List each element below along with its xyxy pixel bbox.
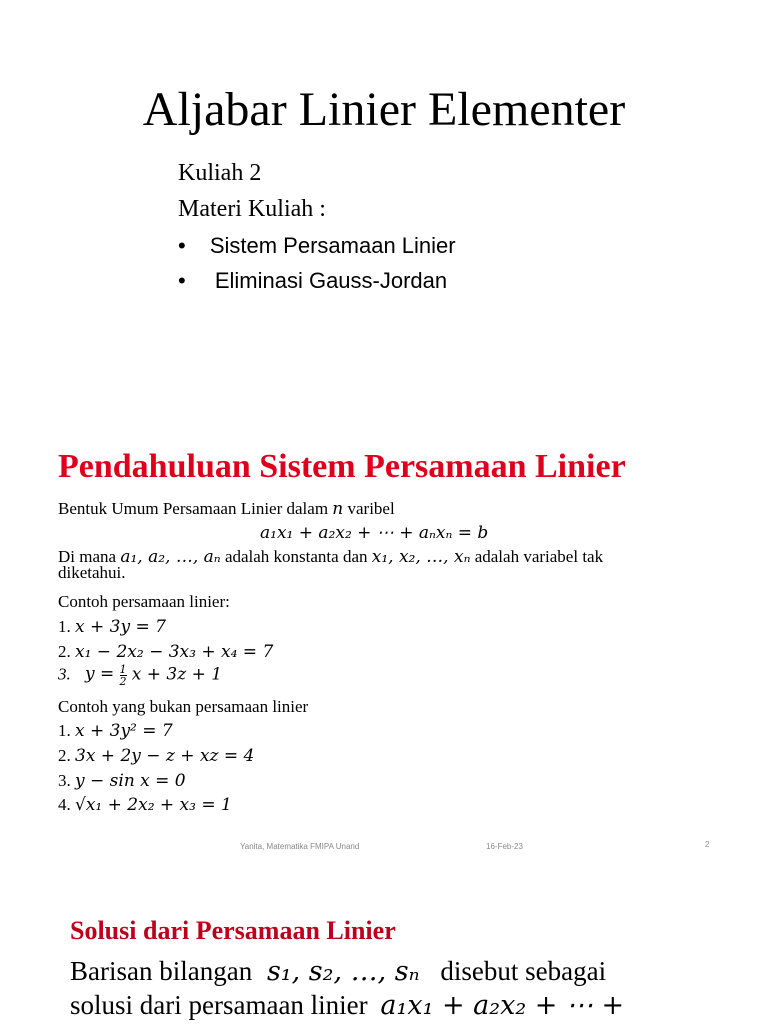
example-number: 4. (58, 795, 71, 814)
example-expression: x + 3y = 7 (75, 617, 166, 637)
example-number: 2. (58, 746, 71, 765)
lecture-number: Kuliah 2 (178, 160, 262, 186)
bullet-dot-icon: • (178, 233, 186, 258)
footer-date: 16-Feb-23 (486, 842, 523, 851)
nonlinear-item (58, 795, 232, 815)
section-title: Pendahuluan Sistem Persamaan Linier (58, 448, 626, 485)
variable-n: n (332, 499, 344, 519)
fraction (120, 664, 127, 687)
example-number: 1. (58, 721, 71, 740)
dimana-line (58, 547, 603, 567)
solution-text: Barisan bilangan (70, 956, 253, 986)
bullet-item (178, 233, 456, 259)
materi-label: Materi Kuliah : (178, 196, 326, 222)
example-expression: y − sin x = 0 (75, 771, 186, 791)
general-form-line (58, 499, 395, 519)
nonlinear-item (58, 771, 186, 791)
example-expression: x₁ − 2x₂ − 3x₃ + x₄ = 7 (75, 642, 274, 662)
general-form-text: Bentuk Umum Persamaan Linier dalam (58, 499, 329, 518)
example-expression: x + 3y² = 7 (75, 721, 173, 741)
example-expression: x + 3z + 1 (131, 664, 223, 685)
constants: a₁, a₂, …, aₙ (120, 547, 221, 567)
example-number: 1. (58, 617, 71, 636)
general-form-tail: varibel (347, 499, 395, 518)
example-expression: y = (85, 664, 115, 685)
sequence: s₁, s₂, …, sₙ (266, 956, 420, 987)
example-item (58, 664, 222, 687)
solution-line-1 (70, 956, 606, 987)
example-expression: 3x + 2y − z + xz = 4 (75, 746, 255, 766)
dimana-mid: adalah konstanta dan (224, 547, 368, 566)
linear-equation: a₁x₁ + a₂x₂ + ⋯ + (380, 990, 625, 1021)
section-title: Solusi dari Persamaan Linier (70, 916, 396, 945)
general-equation: a₁x₁ + a₂x₂ + ⋯ + aₙxₙ = b (260, 523, 489, 543)
fraction-denominator: 2 (119, 675, 127, 688)
bullet-label: Eliminasi Gauss-Jordan (214, 268, 448, 293)
solution-text: disebut sebagai (440, 956, 607, 986)
solution-line-2 (70, 990, 624, 1021)
example-number: 3. (58, 664, 71, 684)
example-number: 3. (58, 771, 71, 790)
footer-author: Yanita, Matematika FMIPA Unand (240, 842, 360, 851)
footer-page-number: 2 (705, 840, 710, 849)
dimana-tail: adalah variabel tak (474, 547, 604, 566)
slide-title: Aljabar Linier Elementer (142, 83, 626, 136)
bullet-dot-icon: • (178, 268, 186, 293)
example-expression: √x₁ + 2x₂ + x₃ = 1 (75, 795, 232, 815)
bullet-label: Sistem Persamaan Linier (209, 233, 456, 258)
solution-text: solusi dari persamaan linier (70, 990, 368, 1020)
example-number: 2. (58, 642, 71, 661)
nonlinear-item (58, 746, 254, 766)
diketahui-text: diketahui. (58, 563, 126, 582)
dimana-text: Di mana (58, 547, 117, 566)
variables: x₁, x₂, …, xₙ (371, 547, 471, 567)
nonlinear-label: Contoh yang bukan persamaan linier (58, 697, 309, 716)
nonlinear-item (58, 721, 173, 741)
fraction-numerator: 1 (119, 663, 127, 676)
examples-label: Contoh persamaan linier: (58, 592, 230, 611)
bullet-item (178, 268, 447, 294)
example-item (58, 617, 166, 637)
example-item (58, 642, 273, 662)
